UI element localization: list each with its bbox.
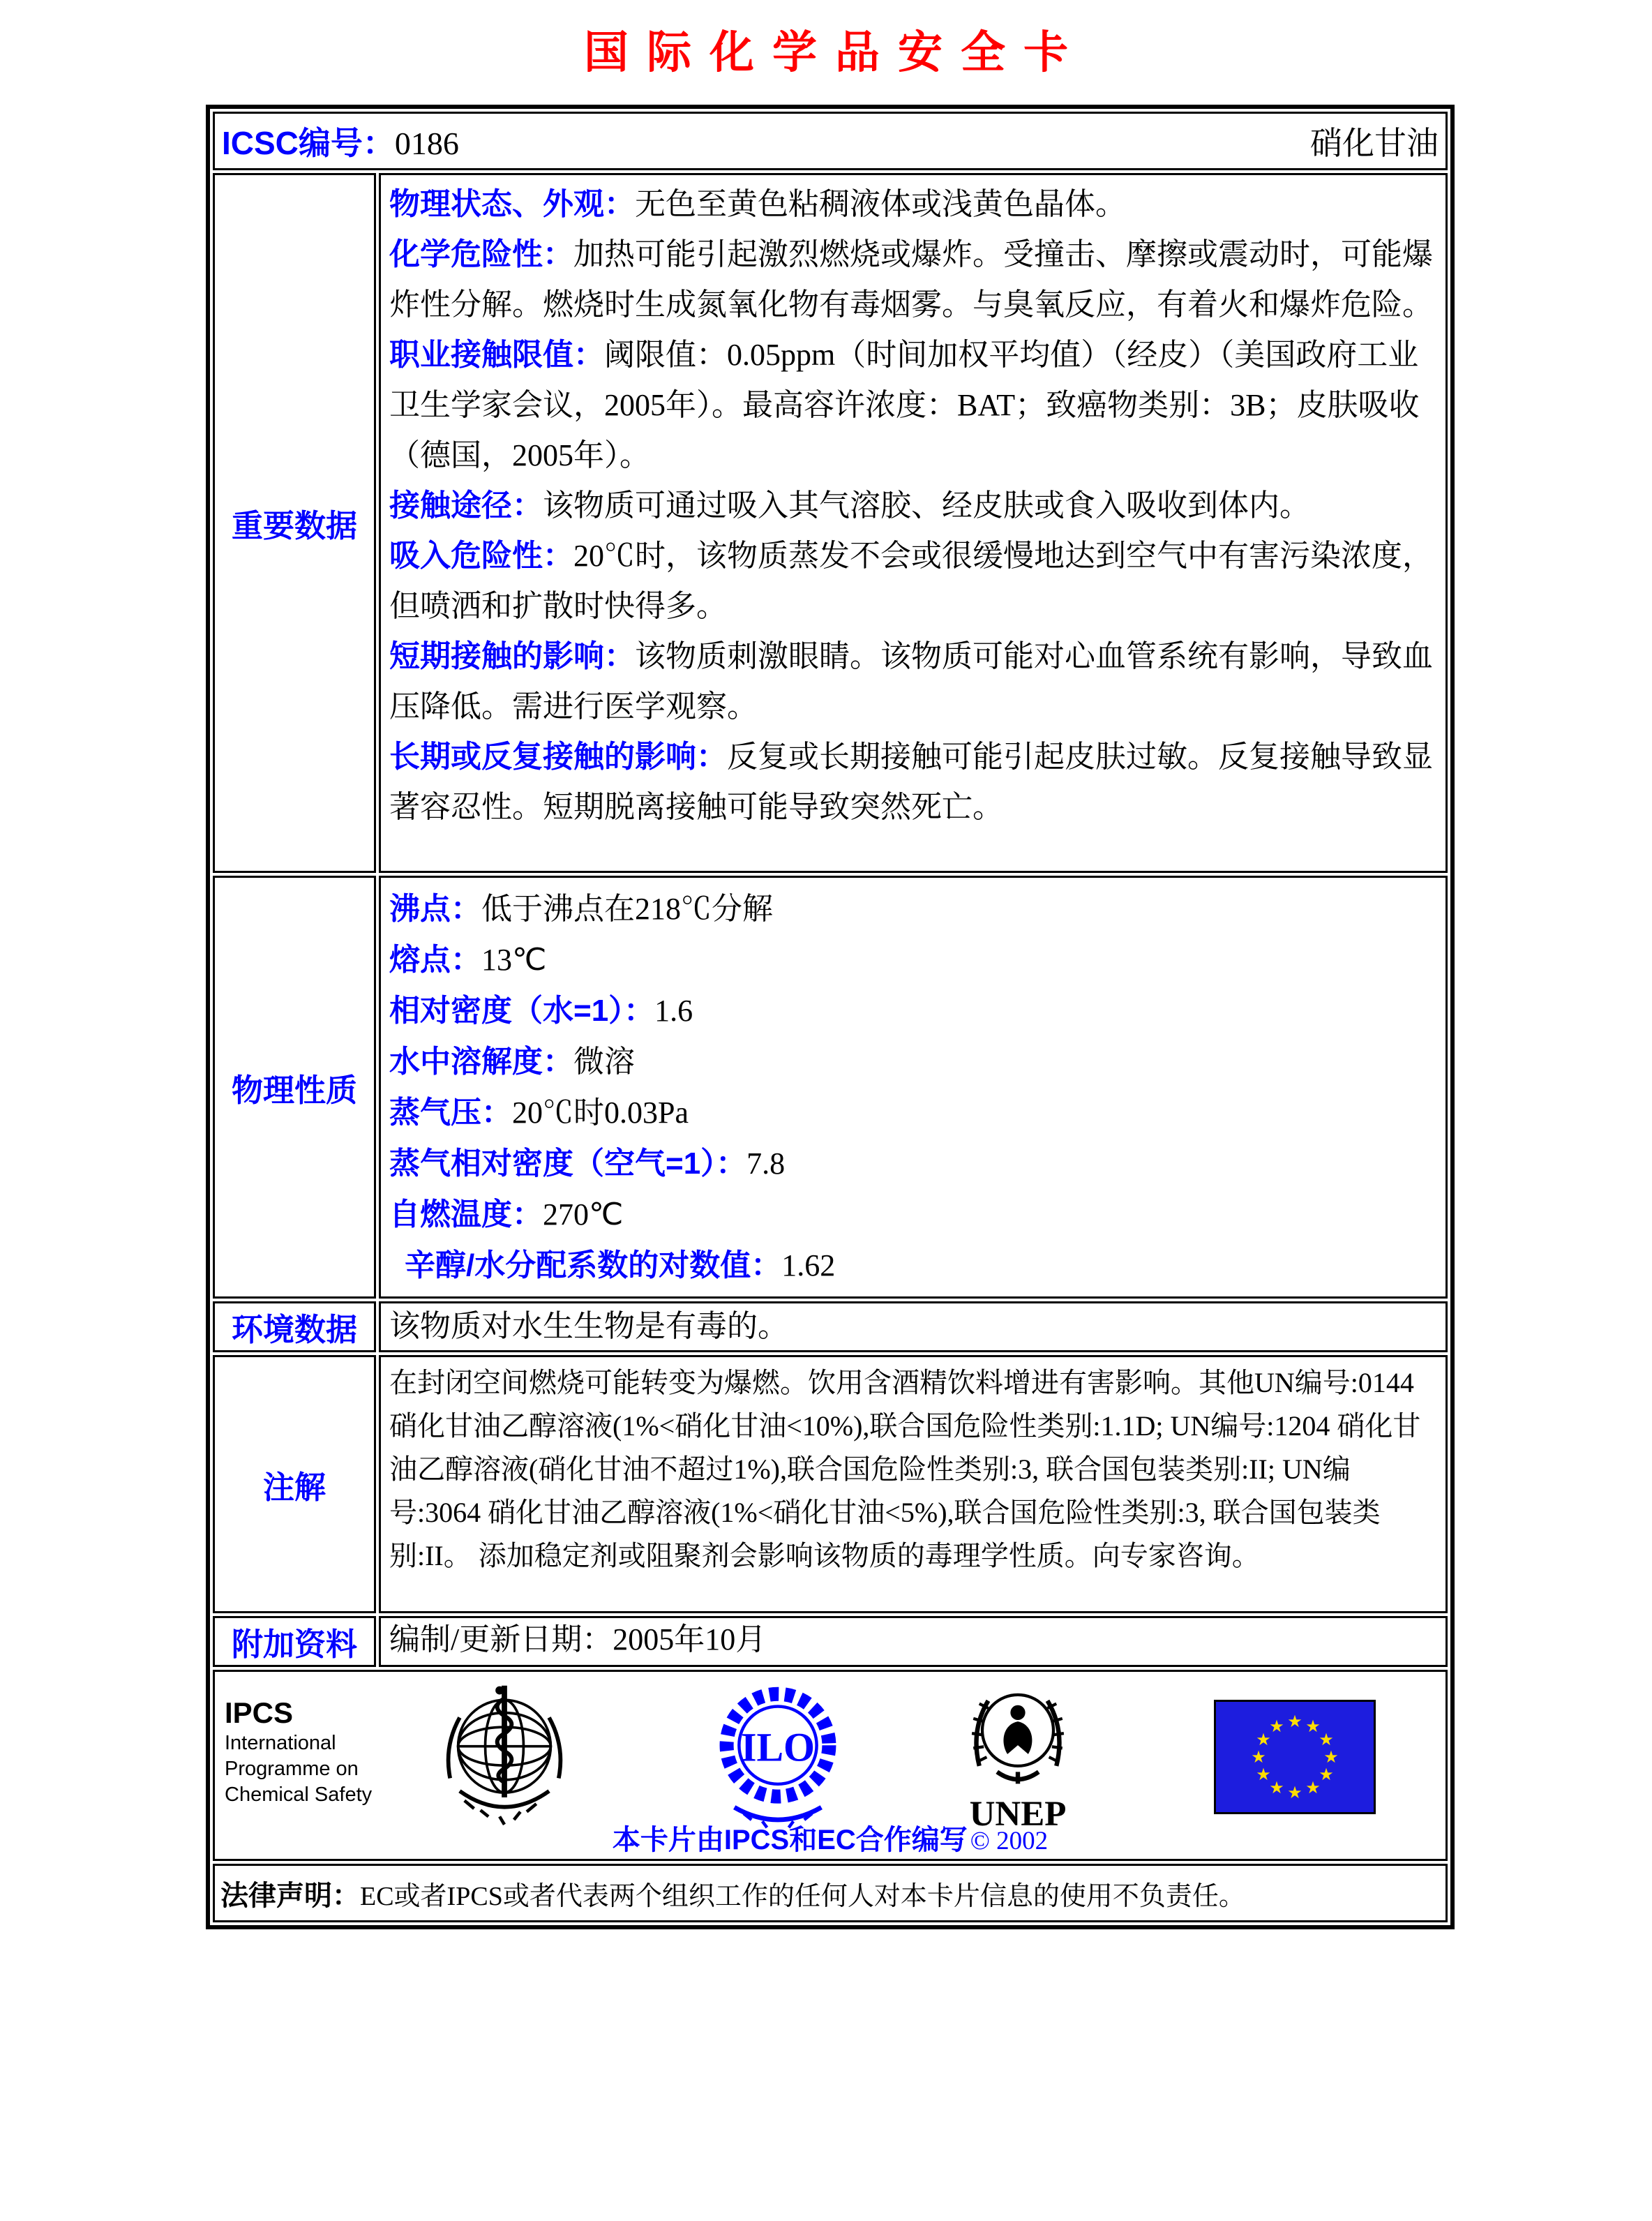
entry-text: 该物质刺激眼睛。该物质可能对心血管系统有影响，导致血压降低。需进行医学观察。 [389, 639, 1433, 724]
eu-star: ★ [1269, 1778, 1284, 1797]
eu-flag-icon [1214, 1700, 1376, 1814]
icsc-number-group [222, 118, 459, 164]
section-label-environmental-data: 环境数据 [213, 1301, 376, 1352]
ilo-logo-icon [716, 1679, 840, 1840]
unep-logo-text: UNEP [969, 1794, 1067, 1834]
legal-label: 法律声明： [220, 1880, 360, 1911]
ipcs-acronym: IPCS [225, 1696, 294, 1729]
property-value: 13℃ [481, 943, 547, 977]
property-octanol-water [389, 1240, 1437, 1291]
entry-label: 长期或反复接触的影响： [389, 740, 727, 774]
entry-label: 吸入危险性： [389, 539, 573, 573]
entry-text: 阈限值：0.05ppm（时间加权平均值）（经皮）（美国政府工业卫生学家会议，2005年）。最高容许浓度：BAT；致癌物类别：3B；皮肤吸收（德国，2005年）。 [389, 338, 1420, 472]
property-value: 微溶 [573, 1045, 635, 1079]
eu-star: ★ [1323, 1747, 1339, 1767]
ipcs-text-block [225, 1696, 372, 1808]
additional-info-row [213, 1616, 1448, 1667]
legal-row [213, 1864, 1448, 1922]
header-row [213, 112, 1448, 170]
property-value: 1.6 [654, 994, 693, 1028]
environmental-data-row [213, 1301, 1448, 1352]
section-label-important-data: 重要数据 [213, 173, 376, 873]
eu-star: ★ [1251, 1747, 1266, 1767]
eu-star: ★ [1319, 1730, 1334, 1749]
icsc-number-value: 0186 [394, 126, 459, 161]
entry-exposure-routes [389, 481, 1437, 531]
property-label: 相对密度（水=1）： [389, 994, 655, 1028]
caption-text: 本卡片由IPCS和EC合作编写 [612, 1825, 968, 1855]
logos-cell [213, 1670, 1448, 1861]
eu-star: ★ [1256, 1765, 1271, 1784]
entry-occupational-limits [389, 330, 1437, 481]
important-data-row [213, 173, 1448, 873]
logos-row [213, 1670, 1448, 1861]
entry-label: 物理状态、外观： [389, 187, 635, 221]
entry-text: 无色至黄色粘稠液体或浅黄色晶体。 [635, 187, 1126, 221]
property-value: 270℃ [543, 1197, 624, 1232]
section-label-additional-info: 附加资料 [213, 1616, 376, 1667]
property-label: 辛醇/水分配系数的对数值： [405, 1248, 782, 1283]
property-label: 蒸气压： [389, 1095, 512, 1130]
environmental-data-content: 该物质对水生生物是有毒的。 [379, 1301, 1448, 1352]
property-value: 7.8 [746, 1146, 786, 1181]
chemical-name: 硝化甘油 [1310, 126, 1439, 161]
header-cell [213, 112, 1448, 170]
entry-short-term-effects [389, 631, 1437, 732]
unep-logo-icon [959, 1676, 1077, 1839]
entry-text: 加热可能引起激烈燃烧或爆炸。受撞击、摩擦或震动时，可能爆炸性分解。燃烧时生成氮氧化物有毒烟雾。与臭氧反应，有着火和爆炸危险。 [389, 237, 1433, 322]
property-value: 1.62 [781, 1248, 836, 1283]
legal-text: EC或者IPCS或者代表两个组织工作的任何人对本卡片信息的使用不负责任。 [360, 1881, 1245, 1911]
icsc-number-label: ICSC编号： [222, 125, 395, 161]
property-water-solubility [389, 1036, 1437, 1087]
notes-content: 在封闭空间燃烧可能转变为爆燃。饮用含酒精饮料增进有害影响。其他UN编号:0144 硝化甘油乙醇溶液(1%<硝化甘油<10%),联合国危险性类别:1.1D; UN编号:1204 硝化甘油乙醇溶液(硝化甘油不超过1%),联合国危险性类别:3, 联合国包装类别:II; UN编号:3064 硝化甘油乙醇溶液(1%<硝化甘油<5%),联合国危险性类别:3, 联合国包装类别:II。 添加稳定剂或阻聚剂会影响该物质的毒理学性质。向专家咨询。 [379, 1355, 1448, 1613]
entry-inhalation-risk [389, 531, 1437, 631]
property-label: 自燃温度： [389, 1197, 543, 1232]
property-value: 低于沸点在218℃分解 [481, 892, 773, 926]
property-label: 熔点： [389, 943, 481, 977]
ipcs-line: Programme on [225, 1758, 359, 1780]
ilo-logo-text: ILO [740, 1724, 816, 1770]
eu-star: ★ [1305, 1778, 1321, 1797]
eu-star: ★ [1305, 1717, 1321, 1736]
eu-star: ★ [1287, 1783, 1302, 1802]
eu-star: ★ [1319, 1765, 1334, 1784]
page-title: 国际化学品安全卡 [584, 27, 1086, 77]
ipcs-line: International [225, 1732, 336, 1754]
entry-text: 反复或长期接触可能引起皮肤过敏。反复接触导致显著容忍性。短期脱离接触可能导致突然死亡。 [389, 740, 1433, 824]
entry-label: 化学危险性： [389, 237, 573, 271]
entry-label: 接触途径： [389, 488, 543, 523]
entry-physical-state [389, 179, 1437, 230]
physical-properties-content [379, 876, 1448, 1299]
property-value: 20℃时0.03Pa [512, 1095, 689, 1130]
property-vapor-density [389, 1138, 1437, 1189]
property-vapor-pressure [389, 1087, 1437, 1138]
entry-text: 该物质可通过吸入其气溶胶、经皮肤或食入吸收到体内。 [543, 488, 1310, 523]
property-relative-density [389, 985, 1437, 1036]
property-label: 蒸气相对密度（空气=1）： [389, 1146, 747, 1181]
legal-cell [213, 1864, 1448, 1922]
eu-star: ★ [1269, 1717, 1284, 1736]
property-label: 沸点： [389, 892, 481, 926]
cooperation-caption [215, 1818, 1446, 1857]
additional-info-content: 编制/更新日期：2005年10月 [379, 1616, 1448, 1667]
important-data-content [379, 173, 1448, 873]
entry-text: 20℃时，该物质蒸发不会或很缓慢地达到空气中有害污染浓度，但喷洒和扩散时快得多。 [389, 539, 1433, 623]
eu-star: ★ [1256, 1730, 1271, 1749]
copyright-text: © 2002 [970, 1827, 1049, 1855]
icsc-card-table [206, 105, 1455, 1929]
eu-star: ★ [1287, 1712, 1302, 1731]
entry-label: 短期接触的影响： [389, 639, 635, 673]
property-melting-point [389, 934, 1437, 985]
entry-chemical-danger [389, 230, 1437, 330]
section-label-physical-properties: 物理性质 [213, 876, 376, 1299]
property-autoignition-temp [389, 1189, 1437, 1240]
notes-row [213, 1355, 1448, 1613]
entry-label: 职业接触限值： [389, 338, 604, 372]
section-label-notes: 注解 [213, 1355, 376, 1613]
property-boiling-point [389, 883, 1437, 934]
ipcs-line: Chemical Safety [225, 1783, 373, 1806]
property-label: 水中溶解度： [389, 1045, 573, 1079]
entry-long-term-effects [389, 732, 1437, 832]
physical-properties-row [213, 876, 1448, 1299]
